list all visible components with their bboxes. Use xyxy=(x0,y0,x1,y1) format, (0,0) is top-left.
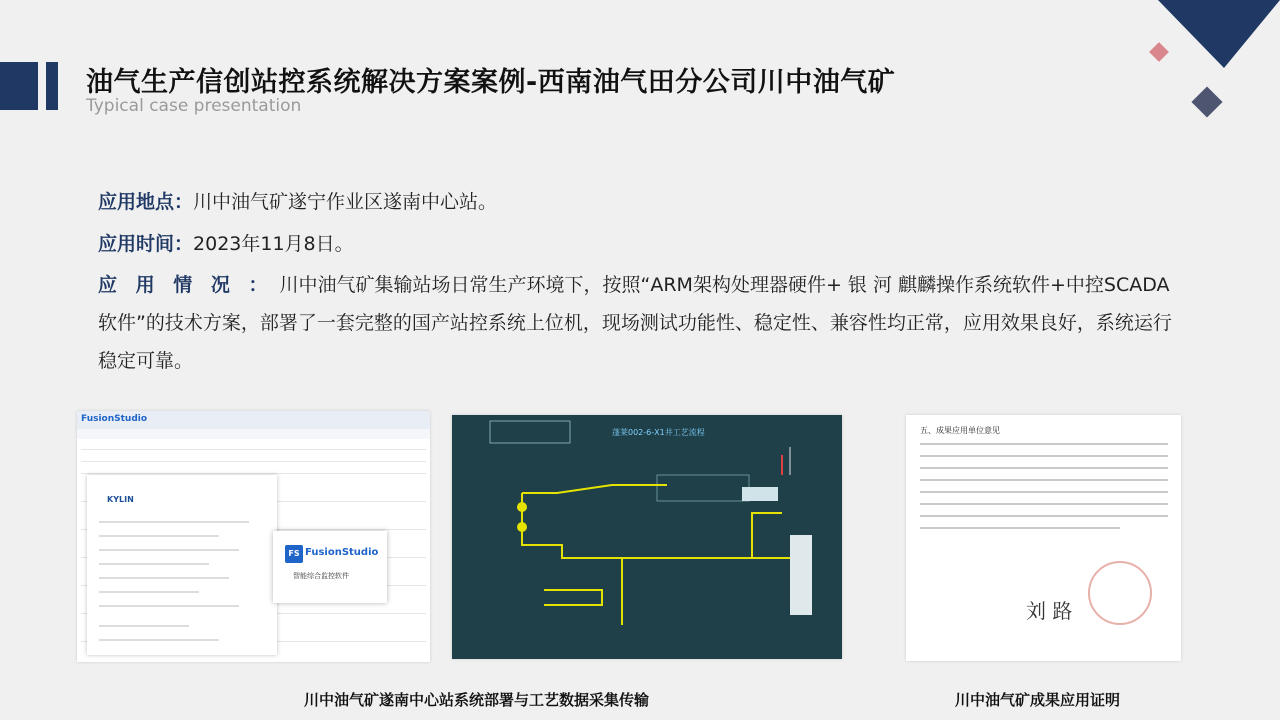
navy-diamond-decoration xyxy=(1191,86,1222,117)
caption-certificate: 川中油气矿成果应用证明 xyxy=(955,691,1121,709)
corner-triangle-decoration xyxy=(1150,0,1280,68)
system-info-panel xyxy=(87,475,277,655)
caption-deployment: 川中油气矿遂南中心站系统部署与工艺数据采集传输 xyxy=(304,691,650,709)
situation-value: 川中油气矿集输站场日常生产环境下，按照“ARM架构处理器硬件+ 银 河 麒麟操作系统软件+中控SCADA软件”的技术方案，部署了一套完整的国产站控系统上位机，现场测试功能性、稳定性、兼容性均正常，应用效果良好，系统运行稳定可靠。 xyxy=(98,274,1172,372)
situation-row xyxy=(98,266,1178,380)
document-line xyxy=(920,479,1168,481)
situation-label: 应 用 情 况 ： xyxy=(98,274,274,296)
location-row xyxy=(98,187,497,214)
info-line xyxy=(99,639,219,641)
accent-bar-right xyxy=(46,62,58,110)
info-line xyxy=(99,563,209,565)
kylin-logo: KYLIN xyxy=(107,495,134,504)
certificate-document xyxy=(906,415,1181,661)
deployment-screenshot xyxy=(77,411,430,662)
accent-bar-left xyxy=(0,62,38,110)
info-line xyxy=(99,535,219,537)
info-line xyxy=(99,605,239,607)
time-row xyxy=(98,229,354,256)
table-row xyxy=(81,461,426,462)
document-line xyxy=(920,515,1168,517)
info-line xyxy=(99,549,239,551)
table-row xyxy=(81,449,426,450)
process-flow-screenshot xyxy=(452,415,842,659)
signature: 刘 路 xyxy=(1026,599,1073,623)
app-toolbar xyxy=(77,411,430,429)
location-label: 应用地点： xyxy=(98,191,194,213)
document-line xyxy=(920,455,1168,457)
fusionstudio-name: FusionStudio xyxy=(305,547,379,558)
fusionstudio-subtitle: 智能综合监控软件 xyxy=(293,572,349,580)
page-title: 油气生产信创站控系统解决方案案例-西南油气田分公司川中油气矿 xyxy=(86,67,896,98)
location-value: 川中油气矿遂宁作业区遂南中心站。 xyxy=(193,191,498,213)
page-subtitle: Typical case presentation xyxy=(86,96,302,116)
document-line xyxy=(920,503,1168,505)
info-line xyxy=(99,591,199,593)
process-flow-diagram xyxy=(452,415,842,659)
time-value: 2023年11月8日。 xyxy=(193,233,354,255)
document-line xyxy=(920,527,1120,529)
document-heading: 五、成果应用单位意见 xyxy=(920,426,1000,435)
official-seal xyxy=(1088,561,1152,625)
table-row xyxy=(81,473,426,474)
time-label: 应用时间： xyxy=(98,233,194,255)
app-logo: FusionStudio xyxy=(81,414,148,424)
fusionstudio-splash-card xyxy=(273,531,387,603)
fusionstudio-icon: FS xyxy=(285,545,303,563)
app-tab-strip xyxy=(77,429,430,439)
document-line xyxy=(920,491,1168,493)
document-line xyxy=(920,443,1168,445)
document-line xyxy=(920,467,1168,469)
info-line xyxy=(99,521,249,523)
process-title: 蓬莱002-6-X1井工艺流程 xyxy=(612,428,705,437)
info-line xyxy=(99,625,189,627)
info-line xyxy=(99,577,229,579)
